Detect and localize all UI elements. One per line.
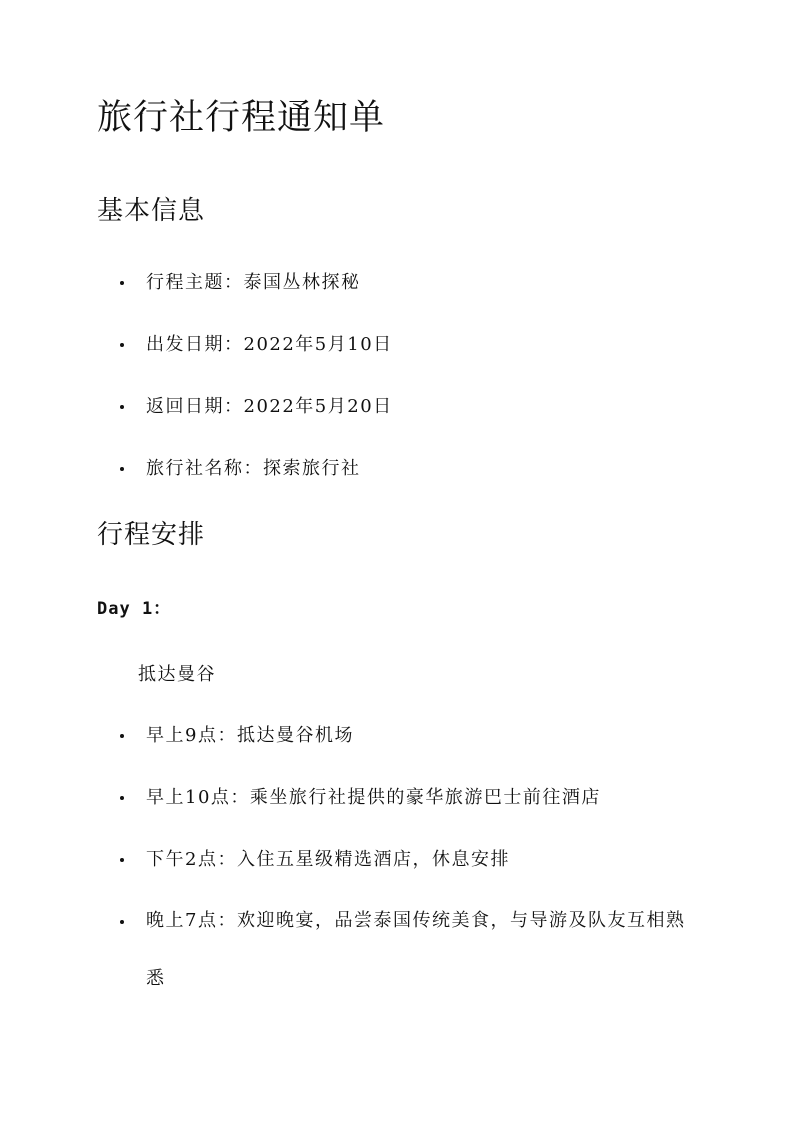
list-item-text: 早上9点：抵达曼谷机场 [146, 725, 354, 746]
list-item [120, 719, 720, 752]
list-item-text: 出发日期：2022年5月10日 [146, 334, 393, 355]
list-item-text: 旅行社名称：探索旅行社 [146, 458, 361, 479]
section-heading-basic-info: 基本信息 [97, 196, 206, 226]
list-item-text: 下午2点：入住五星级精选酒店，休息安排 [146, 849, 510, 870]
day-label: Day 1： [97, 599, 172, 619]
list-item [120, 452, 720, 485]
list-item-text: 早上10点：乘坐旅行社提供的豪华旅游巴士前往酒店 [146, 787, 601, 808]
list-item [120, 843, 720, 876]
list-item-text: 行程主题：泰国丛林探秘 [146, 272, 361, 293]
list-item-text: 晚上7点：欢迎晚宴，品尝泰国传统美食，与导游及队友互相熟悉 [146, 910, 686, 989]
list-item [120, 266, 720, 299]
document-title: 旅行社行程通知单 [97, 98, 386, 138]
day-summary: 抵达曼谷 [138, 664, 216, 685]
section-heading-itinerary: 行程安排 [97, 520, 206, 550]
list-item-text: 返回日期：2022年5月20日 [146, 396, 393, 417]
list-item [120, 905, 700, 1008]
list-item [120, 328, 720, 361]
list-item [120, 781, 720, 814]
list-item [120, 390, 720, 423]
